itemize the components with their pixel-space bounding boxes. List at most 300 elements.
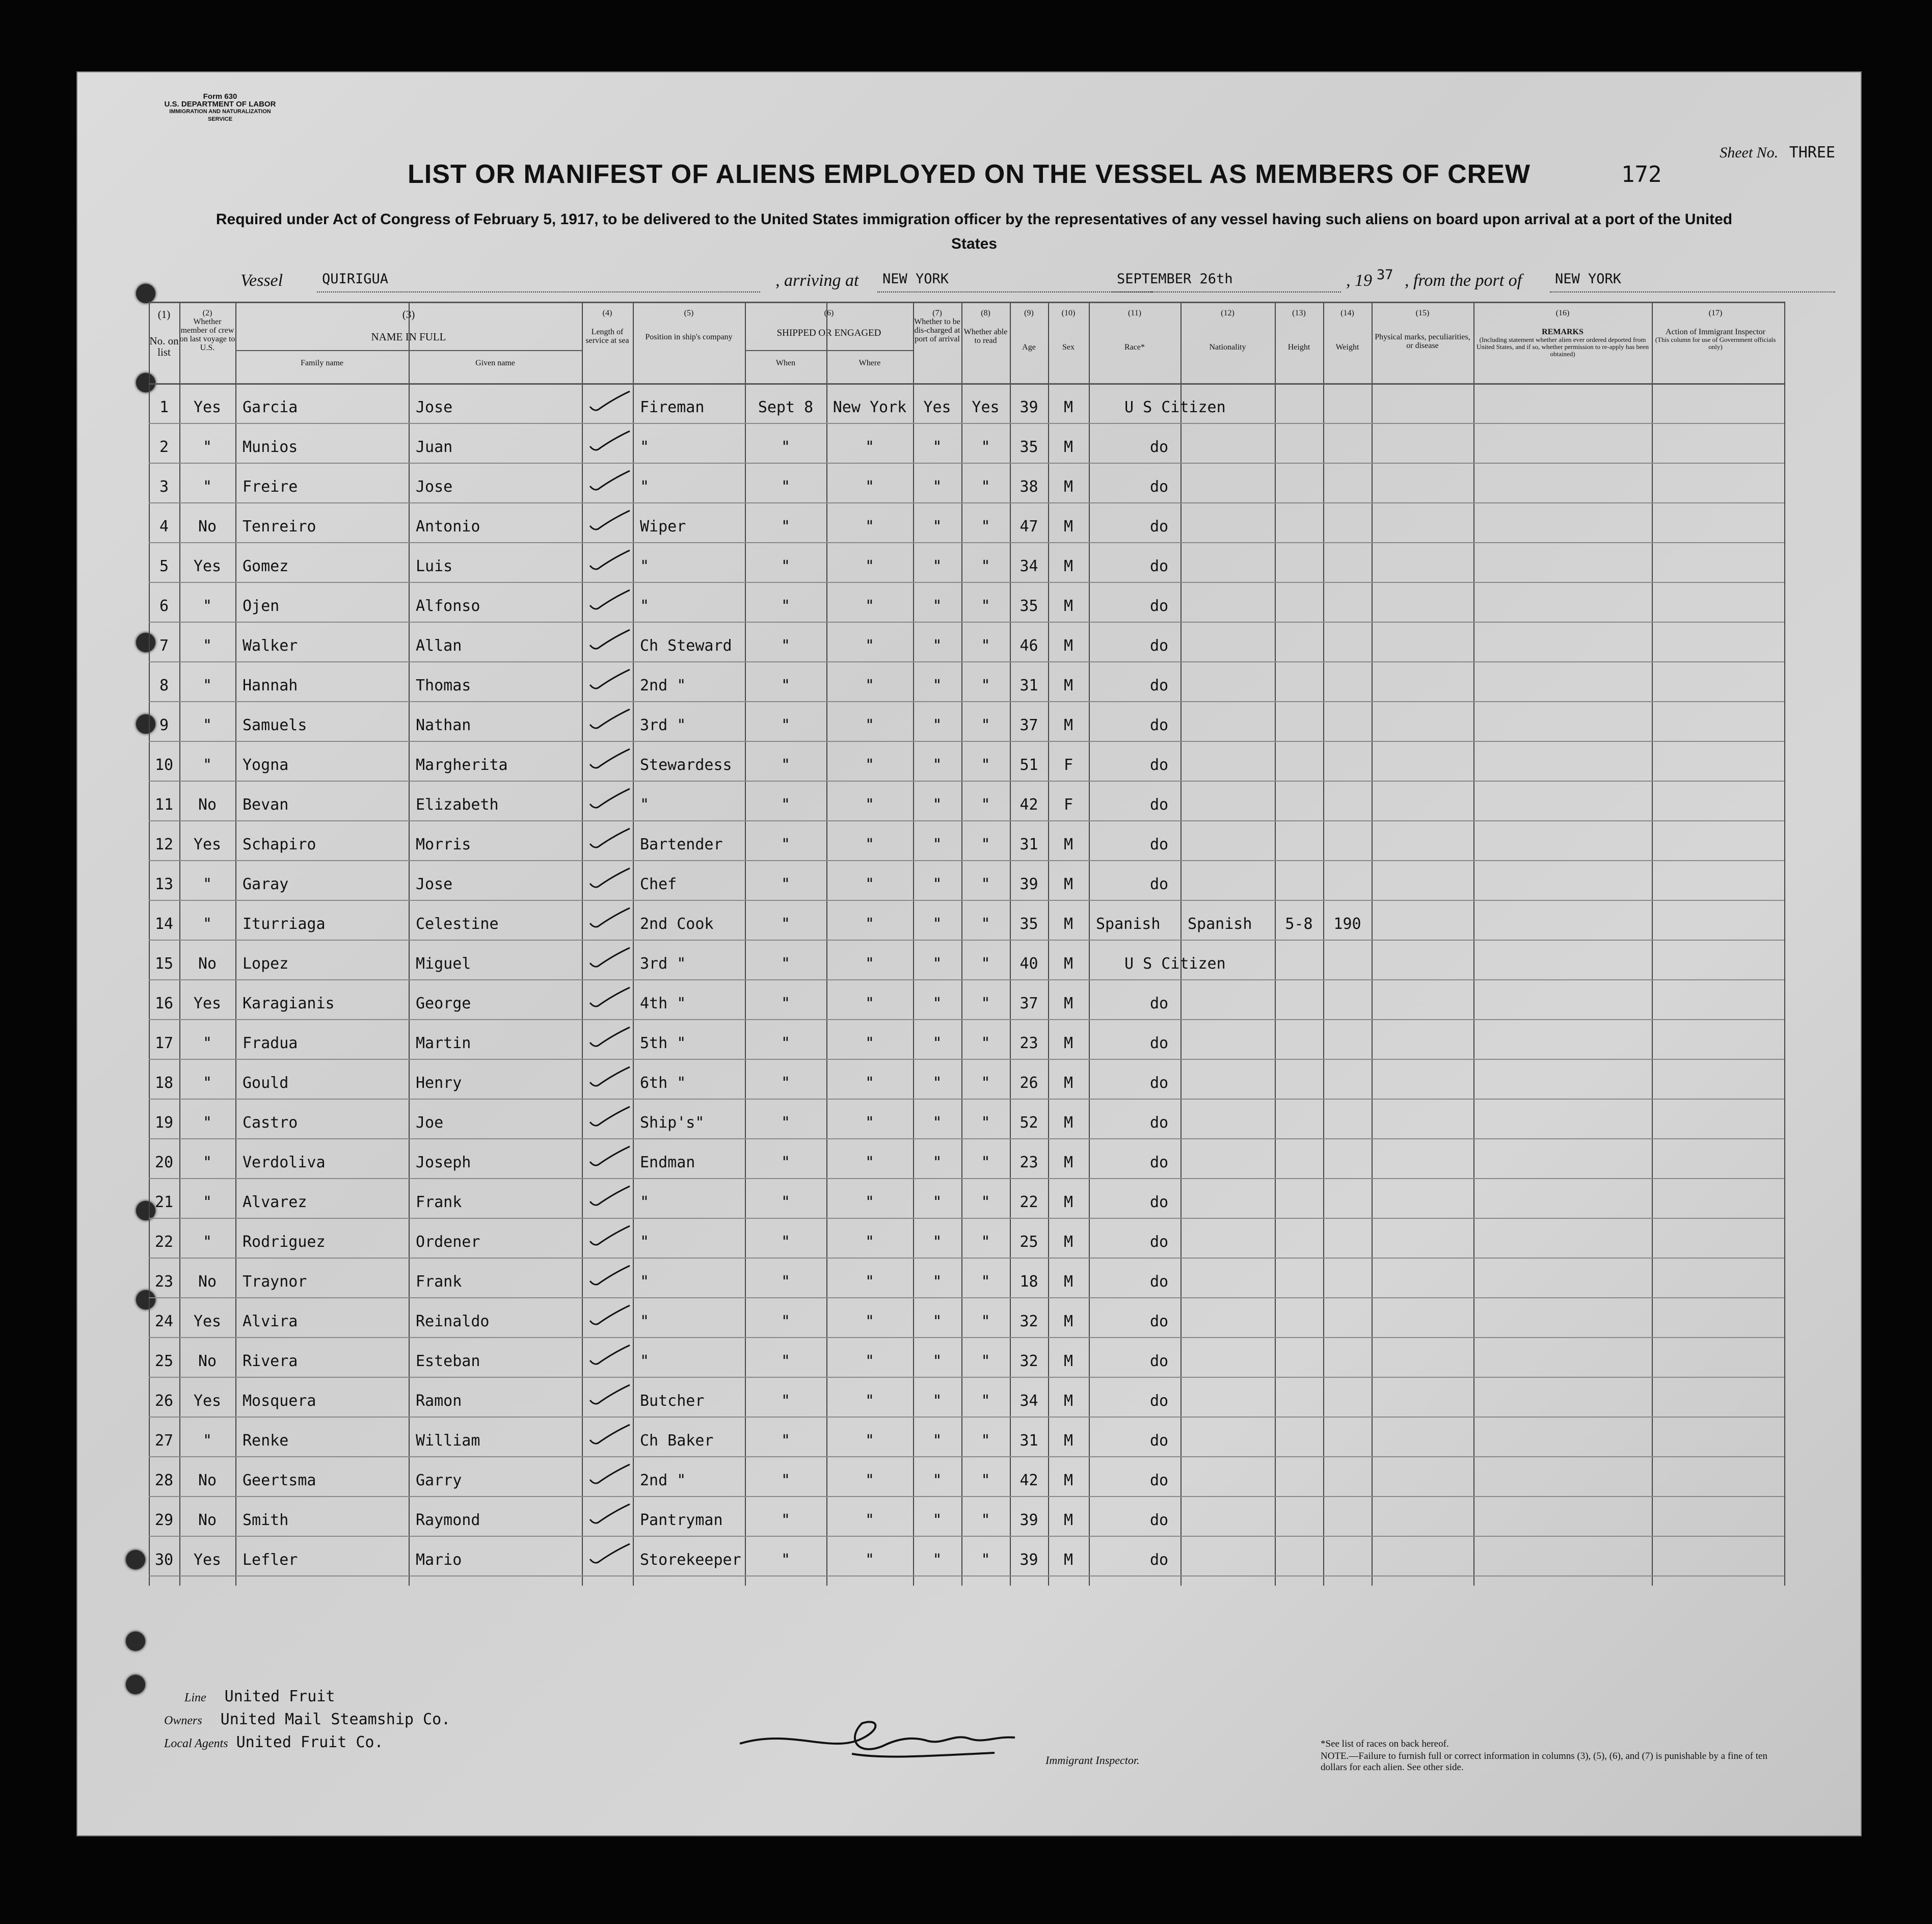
- row-rule: [149, 661, 1784, 662]
- service-check-mark: [587, 866, 633, 890]
- voyage-line: [240, 267, 1769, 297]
- cell-no: 17: [154, 1034, 174, 1052]
- row-rule: [149, 1218, 1784, 1219]
- cell-read: ": [981, 557, 990, 575]
- year-prefix: , 19: [1346, 271, 1372, 290]
- cell-position: Endman: [640, 1154, 695, 1171]
- cell-when: ": [781, 756, 791, 774]
- row-rule: [149, 1456, 1784, 1457]
- cell-prev: No: [198, 1511, 217, 1529]
- col-7-header: (7) Whether to be dis-charged at port of arrival: [914, 309, 960, 343]
- cell-read: ": [981, 995, 990, 1012]
- cell-family: Walker: [243, 637, 298, 655]
- cell-given: Joseph: [416, 1154, 471, 1171]
- cell-no: 22: [154, 1233, 174, 1251]
- cell-position: Ch Baker: [640, 1432, 714, 1450]
- cell-given: Frank: [416, 1193, 462, 1211]
- cell-age: 32: [1019, 1352, 1038, 1370]
- cell-family: Karagianis: [243, 995, 335, 1012]
- cell-race: do: [1150, 557, 1169, 575]
- cell-no: 12: [154, 836, 174, 853]
- row-rule: [149, 1536, 1784, 1537]
- footnote-races: *See list of races on back hereof.: [1321, 1739, 1449, 1749]
- cell-family: Castro: [243, 1114, 298, 1132]
- cell-sex: M: [1063, 1313, 1074, 1330]
- where-header: Where: [858, 359, 881, 367]
- cell-when: ": [781, 1074, 791, 1092]
- cell-sex: M: [1063, 836, 1074, 853]
- cell-when: ": [781, 1114, 791, 1132]
- cell-sex: M: [1063, 637, 1074, 655]
- service-check-mark: [587, 1065, 633, 1088]
- cell-position: Butcher: [640, 1392, 705, 1410]
- cell-family: Munios: [243, 438, 298, 456]
- cell-race: do: [1150, 1432, 1169, 1450]
- cell-age: 34: [1019, 557, 1038, 575]
- cell-where: ": [865, 1154, 875, 1171]
- row-rule: [149, 463, 1784, 464]
- cell-given: Nathan: [416, 716, 471, 734]
- cell-where: ": [865, 1392, 875, 1410]
- cell-given: Garry: [416, 1472, 462, 1489]
- service-check-mark: [587, 667, 633, 691]
- cell-read: ": [981, 796, 990, 814]
- cell-read: ": [981, 1114, 990, 1132]
- line-field: [184, 1688, 335, 1705]
- service-check-mark: [587, 1025, 633, 1049]
- cell-race: U S Citizen: [1124, 955, 1226, 973]
- cell-family: Traynor: [243, 1273, 307, 1291]
- cell-race: do: [1150, 1074, 1169, 1092]
- cell-prev: ": [202, 915, 212, 933]
- cell-age: 31: [1019, 836, 1038, 853]
- cell-nat: Spanish: [1188, 915, 1252, 933]
- cell-disch: ": [932, 1074, 942, 1092]
- cell-when: ": [781, 796, 791, 814]
- cell-when: ": [781, 1511, 791, 1529]
- cell-when: ": [781, 995, 791, 1012]
- cell-sex: M: [1063, 1193, 1074, 1211]
- cell-position: 2nd Cook: [640, 915, 714, 933]
- service-check-mark: [587, 1224, 633, 1247]
- cell-read: ": [981, 1551, 990, 1569]
- cell-prev: ": [202, 597, 212, 615]
- cell-where: ": [865, 1432, 875, 1450]
- from-port: NEW YORK: [1555, 271, 1622, 287]
- sheet-label: Sheet No.: [1720, 144, 1779, 161]
- service-check-mark: [587, 429, 633, 452]
- cell-family: Gould: [243, 1074, 289, 1092]
- cell-given: Juan: [416, 438, 453, 456]
- cell-no: 25: [154, 1352, 174, 1370]
- cell-when: ": [781, 1233, 791, 1251]
- col-3-header: (3) NAME IN FULL: [371, 308, 446, 343]
- cell-where: ": [865, 1034, 875, 1052]
- cell-position: ": [640, 1193, 650, 1211]
- cell-family: Lopez: [243, 955, 289, 973]
- column-rule: [633, 302, 634, 1586]
- cell-where: ": [865, 915, 875, 933]
- cell-where: ": [865, 955, 875, 973]
- cell-family: Alvira: [243, 1313, 298, 1330]
- cell-age: 31: [1019, 677, 1038, 694]
- cell-race: do: [1150, 1511, 1169, 1529]
- cell-no: 21: [154, 1193, 174, 1211]
- cell-no: 3: [159, 478, 169, 496]
- service-check-mark: [587, 1303, 633, 1327]
- row-rule: [149, 820, 1784, 821]
- cell-where: ": [865, 875, 875, 893]
- cell-family: Smith: [243, 1511, 289, 1529]
- service-check-mark: [587, 747, 633, 770]
- cell-weight: 190: [1333, 915, 1361, 933]
- cell-family: Verdoliva: [243, 1154, 326, 1171]
- column-rule: [235, 302, 236, 1586]
- cell-disch: ": [932, 1432, 942, 1450]
- cell-given: Reinaldo: [416, 1313, 490, 1330]
- row-rule: [149, 741, 1784, 742]
- cell-family: Renke: [243, 1432, 289, 1450]
- arriving-port: NEW YORK: [882, 271, 949, 287]
- cell-prev: Yes: [193, 398, 222, 416]
- cell-prev: Yes: [193, 995, 222, 1012]
- row-rule: [149, 423, 1784, 424]
- cell-family: Geertsma: [243, 1472, 316, 1489]
- column-rule: [582, 302, 583, 1586]
- cell-read: ": [981, 756, 990, 774]
- cell-disch: ": [932, 836, 942, 853]
- cell-no: 26: [154, 1392, 174, 1410]
- cell-no: 9: [159, 716, 169, 734]
- cell-sex: M: [1063, 1114, 1074, 1132]
- cell-race: do: [1150, 677, 1169, 694]
- col-5-header: (5) Position in ship's company: [645, 309, 733, 341]
- cell-position: Storekeeper: [640, 1551, 741, 1569]
- cell-given: Jose: [416, 478, 453, 496]
- cell-when: ": [781, 557, 791, 575]
- cell-where: ": [865, 478, 875, 496]
- form-number: Form 630: [203, 92, 237, 101]
- cell-position: 5th ": [640, 1034, 686, 1052]
- col-1-header: (1) No. on list: [149, 308, 179, 358]
- cell-prev: ": [202, 637, 212, 655]
- cell-race: do: [1150, 756, 1169, 774]
- cell-position: ": [640, 438, 650, 456]
- cell-read: ": [981, 1432, 990, 1450]
- cell-when: ": [781, 915, 791, 933]
- row-rule: [149, 1496, 1784, 1497]
- row-rule: [149, 860, 1784, 861]
- cell-when: ": [781, 1472, 791, 1489]
- cell-given: Jose: [416, 875, 453, 893]
- col-2-header: (2) Whether member of crew on last voyage to U.S.: [179, 309, 235, 352]
- cell-sex: M: [1063, 438, 1074, 456]
- cell-given: Esteban: [416, 1352, 480, 1370]
- col-14-header: (14) Weight: [1335, 309, 1359, 352]
- cell-prev: ": [202, 438, 212, 456]
- service-check-mark: [587, 1502, 633, 1526]
- binder-hole: [136, 284, 155, 303]
- cell-race: Spanish: [1096, 915, 1161, 933]
- cell-read: ": [981, 677, 990, 694]
- cell-disch: ": [932, 796, 942, 814]
- row-rule: [149, 1099, 1784, 1100]
- cell-prev: ": [202, 1034, 212, 1052]
- column-rule: [1323, 302, 1324, 1586]
- cell-where: ": [865, 796, 875, 814]
- cell-sex: M: [1063, 557, 1074, 575]
- cell-sex: M: [1063, 1392, 1074, 1410]
- row-rule: [149, 622, 1784, 623]
- cell-disch: ": [932, 875, 942, 893]
- cell-prev: ": [202, 478, 212, 496]
- cell-race: do: [1150, 597, 1169, 615]
- cell-no: 13: [154, 875, 174, 893]
- cell-when: ": [781, 1432, 791, 1450]
- owners-field: [164, 1711, 450, 1728]
- row-rule: [149, 781, 1784, 782]
- cell-family: Freire: [243, 478, 298, 496]
- binder-hole: [126, 1632, 145, 1651]
- row-rule: [149, 1377, 1784, 1378]
- cell-prev: ": [202, 1074, 212, 1092]
- cell-age: 35: [1019, 597, 1038, 615]
- cell-where: ": [865, 1551, 875, 1569]
- inspector-label: Immigrant Inspector.: [1045, 1754, 1140, 1767]
- vessel-name: QUIRIGUA: [322, 271, 389, 287]
- row-rule: [149, 502, 1784, 503]
- header-rule: [149, 302, 1784, 303]
- cell-no: 18: [154, 1074, 174, 1092]
- cell-given: Joe: [416, 1114, 444, 1132]
- service-check-mark: [587, 389, 633, 413]
- cell-sex: M: [1063, 995, 1074, 1012]
- cell-where: ": [865, 438, 875, 456]
- cell-where: ": [865, 1233, 875, 1251]
- service-check-mark: [587, 946, 633, 969]
- footnote-fine: NOTE.—Failure to furnish full or correct information in columns (3), (5), (6), and (7) is punishable by a fine of ten dollars for each alien. See other side.: [1321, 1751, 1767, 1773]
- cell-prev: ": [202, 1432, 212, 1450]
- cell-sex: M: [1063, 716, 1074, 734]
- cell-family: Samuels: [243, 716, 307, 734]
- row-rule: [149, 1138, 1784, 1139]
- cell-given: Miguel: [416, 955, 471, 973]
- page-subtitle: Required under Act of Congress of February 5, 1917, to be delivered to the United States immigration officer by the representatives of any vessel having such aliens on board upon arrival at a port of the United States: [216, 211, 1733, 252]
- cell-given: Jose: [416, 398, 453, 416]
- department: U.S. DEPARTMENT OF LABOR: [164, 100, 276, 109]
- form-header: [164, 93, 276, 123]
- cell-sex: M: [1063, 1511, 1074, 1529]
- cell-sex: M: [1063, 955, 1074, 973]
- cell-disch: ": [932, 1034, 942, 1052]
- cell-position: Wiper: [640, 518, 686, 536]
- cell-disch: ": [932, 438, 942, 456]
- cell-disch: ": [932, 955, 942, 973]
- agents-field: [164, 1733, 384, 1751]
- cell-sex: F: [1063, 756, 1074, 774]
- cell-read: ": [981, 1154, 990, 1171]
- cell-disch: ": [932, 1273, 942, 1291]
- cell-position: Pantryman: [640, 1511, 723, 1529]
- cell-given: Martin: [416, 1034, 471, 1052]
- binder-hole: [126, 1550, 145, 1569]
- cell-no: 11: [154, 796, 174, 814]
- cell-disch: ": [932, 716, 942, 734]
- column-rule: [1275, 302, 1276, 1586]
- cell-disch: Yes: [923, 398, 951, 416]
- cell-family: Hannah: [243, 677, 298, 694]
- cell-position: ": [640, 1273, 650, 1291]
- cell-when: ": [781, 597, 791, 615]
- row-rule: [149, 900, 1784, 901]
- cell-position: Ship's": [640, 1114, 705, 1132]
- cell-no: 16: [154, 995, 174, 1012]
- cell-sex: M: [1063, 1551, 1074, 1569]
- cell-sex: M: [1063, 1074, 1074, 1092]
- cell-when: ": [781, 1273, 791, 1291]
- cell-where: ": [865, 1114, 875, 1132]
- cell-no: 4: [159, 518, 169, 536]
- cell-where: ": [865, 756, 875, 774]
- cell-position: 3rd ": [640, 955, 686, 973]
- row-rule: [149, 1059, 1784, 1060]
- row-rule: [149, 1337, 1784, 1338]
- cell-age: 39: [1019, 398, 1038, 416]
- cell-race: do: [1150, 875, 1169, 893]
- cell-given: Ramon: [416, 1392, 462, 1410]
- cell-given: Antonio: [416, 518, 480, 536]
- cell-position: Bartender: [640, 836, 723, 853]
- cell-when: ": [781, 1392, 791, 1410]
- service-check-mark: [587, 1264, 633, 1287]
- cell-sex: M: [1063, 1273, 1074, 1291]
- cell-prev: No: [198, 1273, 217, 1291]
- row-rule: [149, 1178, 1784, 1179]
- cell-disch: ": [932, 1352, 942, 1370]
- cell-sex: M: [1063, 1034, 1074, 1052]
- column-rule: [409, 302, 410, 1586]
- cell-when: ": [781, 875, 791, 893]
- cell-prev: Yes: [193, 1392, 222, 1410]
- cell-sex: M: [1063, 1352, 1074, 1370]
- column-rule: [1652, 302, 1653, 1586]
- service-check-mark: [587, 707, 633, 731]
- cell-prev: Yes: [193, 1313, 222, 1330]
- row-rule: [149, 1297, 1784, 1298]
- cell-age: 42: [1019, 796, 1038, 814]
- cell-age: 23: [1019, 1034, 1038, 1052]
- cell-age: 52: [1019, 1114, 1038, 1132]
- cell-read: ": [981, 955, 990, 973]
- cell-when: ": [781, 1154, 791, 1171]
- col-12-header: (12) Nationality: [1209, 309, 1246, 352]
- cell-position: ": [640, 1313, 650, 1330]
- cell-age: 25: [1019, 1233, 1038, 1251]
- cell-when: ": [781, 438, 791, 456]
- cell-disch: ": [932, 1392, 942, 1410]
- cell-when: ": [781, 1034, 791, 1052]
- cell-age: 39: [1019, 1551, 1038, 1569]
- cell-read: ": [981, 1273, 990, 1291]
- owners-value: United Mail Steamship Co.: [220, 1711, 451, 1728]
- cell-position: 2nd ": [640, 1472, 686, 1489]
- cell-height: 5-8: [1285, 915, 1313, 933]
- service-check-mark: [587, 1542, 633, 1565]
- cell-when: ": [781, 1313, 791, 1330]
- line-label: Line: [184, 1691, 206, 1704]
- cell-prev: ": [202, 1193, 212, 1211]
- cell-no: 19: [154, 1114, 174, 1132]
- cell-disch: ": [932, 1313, 942, 1330]
- cell-family: Gomez: [243, 557, 289, 575]
- cell-prev: Yes: [193, 836, 222, 853]
- from-label: , from the port of: [1405, 271, 1522, 290]
- cell-read: ": [981, 1472, 990, 1489]
- cell-age: 38: [1019, 478, 1038, 496]
- cell-age: 35: [1019, 915, 1038, 933]
- inspector-signature: [730, 1708, 1045, 1764]
- row-rule: [149, 1417, 1784, 1418]
- cell-age: 39: [1019, 1511, 1038, 1529]
- cell-position: 3rd ": [640, 716, 686, 734]
- cell-race: do: [1150, 637, 1169, 655]
- cell-no: 27: [154, 1432, 174, 1450]
- cell-where: ": [865, 597, 875, 615]
- crew-table: [149, 302, 1789, 1667]
- cell-where: ": [865, 1511, 875, 1529]
- service-check-mark: [587, 469, 633, 492]
- cell-read: ": [981, 438, 990, 456]
- cell-prev: No: [198, 518, 217, 536]
- cell-race: do: [1150, 1472, 1169, 1489]
- cell-no: 6: [159, 597, 169, 615]
- cell-no: 7: [159, 637, 169, 655]
- cell-sex: M: [1063, 518, 1074, 536]
- cell-prev: ": [202, 677, 212, 694]
- cell-no: 8: [159, 677, 169, 694]
- service-check-mark: [587, 826, 633, 850]
- cell-age: 18: [1019, 1273, 1038, 1291]
- cell-when: ": [781, 478, 791, 496]
- cell-family: Schapiro: [243, 836, 316, 853]
- cell-age: 32: [1019, 1313, 1038, 1330]
- cell-given: Celestine: [416, 915, 499, 933]
- cell-sex: M: [1063, 478, 1074, 496]
- cell-position: ": [640, 597, 650, 615]
- cell-prev: ": [202, 1154, 212, 1171]
- cell-sex: M: [1063, 1432, 1074, 1450]
- col-6-header: (6) SHIPPED OR ENGAGED: [776, 309, 881, 338]
- cell-read: ": [981, 518, 990, 536]
- cell-age: 26: [1019, 1074, 1038, 1092]
- service-check-mark: [587, 509, 633, 532]
- cell-read: ": [981, 915, 990, 933]
- cell-age: 39: [1019, 875, 1038, 893]
- cell-read: ": [981, 1193, 990, 1211]
- cell-age: 42: [1019, 1472, 1038, 1489]
- cell-sex: F: [1063, 796, 1074, 814]
- col-4-header: (4) Length of service at sea: [585, 309, 629, 345]
- cell-disch: ": [932, 557, 942, 575]
- cell-read: ": [981, 1034, 990, 1052]
- cell-family: Fradua: [243, 1034, 298, 1052]
- cell-no: 24: [154, 1313, 174, 1330]
- cell-given: Thomas: [416, 677, 471, 694]
- cell-disch: ": [932, 1233, 942, 1251]
- service-check-mark: [587, 906, 633, 929]
- cell-family: Rodriguez: [243, 1233, 326, 1251]
- cell-age: 37: [1019, 716, 1038, 734]
